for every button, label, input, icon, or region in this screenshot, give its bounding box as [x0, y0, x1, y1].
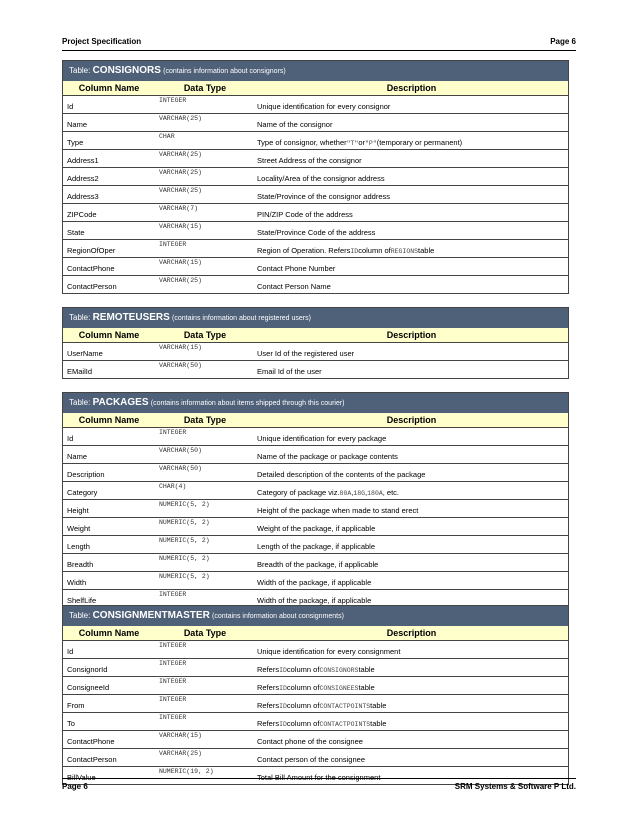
table-row: [63, 536, 568, 554]
data-type-cell: INTEGER: [159, 696, 187, 703]
table-name: PACKAGES: [92, 397, 149, 408]
description-cell: [255, 677, 568, 694]
header-data-type: Data Type: [183, 415, 227, 425]
table-row: [63, 554, 568, 572]
header-data-type: Data Type: [183, 330, 227, 340]
column-name-cell: Weight: [67, 524, 91, 533]
description-cell: [255, 114, 568, 131]
description-text: Region of Operation. Refers: [257, 246, 351, 255]
description-text: Refers: [257, 683, 280, 692]
table-row: [63, 186, 568, 204]
description-cell: [255, 446, 568, 463]
table-row: [63, 168, 568, 186]
table-name: CONSIGNORS: [92, 65, 161, 76]
data-type-cell: VARCHAR(15): [159, 732, 202, 739]
table-row: [63, 150, 568, 168]
description-text: , etc.: [382, 488, 400, 497]
data-type-cell: NUMERIC(5, 2): [159, 537, 210, 544]
description-text: Height of the package when made to stand erect: [257, 506, 419, 515]
column-name-cell: ConsigneeId: [67, 683, 110, 692]
header-column-name: Column Name: [78, 330, 140, 340]
spec-table-packages: [62, 392, 569, 608]
header-description: Description: [386, 83, 437, 93]
table-note: (contains information about consignors): [163, 68, 286, 75]
description-text: table: [358, 665, 375, 674]
table-row: [63, 204, 568, 222]
header-description: Description: [386, 415, 437, 425]
table-row: [63, 276, 568, 293]
data-type-cell: VARCHAR(25): [159, 750, 202, 757]
description-text: Unique identification for every consignor: [257, 102, 391, 111]
data-type-cell: INTEGER: [159, 429, 187, 436]
column-name-cell: Category: [67, 488, 98, 497]
description-text: ,: [351, 488, 354, 497]
description-text: State/Province Code of the address: [257, 228, 376, 237]
column-name-cell: ZIPCode: [67, 210, 97, 219]
table-title: [63, 606, 568, 626]
header-description: Description: [386, 330, 437, 340]
spec-table-remoteusers: [62, 307, 569, 379]
description-cell: [255, 96, 568, 113]
code-ref: ID: [279, 721, 287, 728]
table-row: [63, 240, 568, 258]
code-ref: ID: [279, 685, 287, 692]
spec-table-consignors: [62, 60, 569, 294]
description-text: Contact Person Name: [257, 282, 331, 291]
column-name-cell: Length: [67, 542, 90, 551]
description-cell: [255, 361, 568, 378]
code-ref: ID: [350, 248, 359, 255]
description-text: column of: [286, 683, 320, 692]
description-cell: [255, 572, 568, 589]
description-cell: [255, 749, 568, 766]
table-row: [63, 641, 568, 659]
column-name-cell: RegionOfOper: [67, 246, 116, 255]
description-cell: [255, 186, 568, 203]
table-row: [63, 222, 568, 240]
data-type-cell: NUMERIC(5, 2): [159, 555, 210, 562]
data-type-cell: VARCHAR(50): [159, 362, 202, 369]
code-ref: 18G: [353, 490, 366, 497]
data-type-cell: INTEGER: [159, 241, 187, 248]
column-name-cell: Name: [67, 452, 88, 461]
column-header-row: [63, 626, 568, 641]
table-note: (contains information about consignments): [212, 613, 344, 620]
table-row: [63, 518, 568, 536]
table-row: [63, 731, 568, 749]
description-cell: [255, 258, 568, 275]
page-footer: [62, 778, 576, 793]
table-row: [63, 695, 568, 713]
description-text: Email Id of the user: [257, 367, 322, 376]
description-text: Name of the package or package contents: [257, 452, 398, 461]
table-row: [63, 258, 568, 276]
page-number-bottom: Page 6: [62, 782, 88, 791]
table-prefix: Table:: [69, 66, 93, 75]
description-text: Type of consignor, whether: [257, 138, 347, 147]
data-type-cell: VARCHAR(25): [159, 115, 202, 122]
data-type-cell: VARCHAR(15): [159, 344, 202, 351]
description-cell: [255, 132, 568, 149]
description-cell: [255, 713, 568, 730]
description-text: column of: [286, 701, 320, 710]
description-text: column of: [286, 719, 320, 728]
column-name-cell: ShelfLife: [67, 596, 97, 605]
description-text: table: [418, 246, 435, 255]
table-row: [63, 96, 568, 114]
column-name-cell: Address2: [67, 174, 99, 183]
description-text: Unique identification for every package: [257, 434, 387, 443]
table-row: [63, 713, 568, 731]
column-name-cell: Height: [67, 506, 89, 515]
description-text: Total Bill Amount for the consignment: [257, 773, 381, 782]
description-cell: [255, 240, 568, 257]
data-type-cell: INTEGER: [159, 642, 187, 649]
table-note: (contains information about registered users): [172, 315, 311, 322]
description-text: Breadth of the package, if applicable: [257, 560, 379, 569]
column-header-row: [63, 81, 568, 96]
data-type-cell: INTEGER: [159, 678, 187, 685]
table-row: [63, 428, 568, 446]
column-name-cell: UserName: [67, 349, 103, 358]
description-text: Width of the package, if applicable: [257, 596, 372, 605]
description-text: State/Province of the consignor address: [257, 192, 390, 201]
description-text: Locality/Area of the consignor address: [257, 174, 385, 183]
description-text: column of: [358, 246, 391, 255]
data-type-cell: VARCHAR(50): [159, 447, 202, 454]
data-type-cell: CHAR(4): [159, 483, 187, 490]
header-column-name: Column Name: [78, 628, 140, 638]
description-text: Refers: [257, 701, 280, 710]
code-ref: "T": [346, 140, 359, 147]
code-ref: 80A: [339, 490, 352, 497]
table-row: [63, 572, 568, 590]
description-cell: [255, 428, 568, 445]
description-cell: [255, 554, 568, 571]
description-cell: [255, 168, 568, 185]
company-name: SRM Systems & Software P Ltd.: [454, 782, 576, 791]
description-text: column of: [286, 665, 320, 674]
table-row: [63, 343, 568, 361]
data-type-cell: VARCHAR(25): [159, 187, 202, 194]
column-name-cell: BillValue: [67, 773, 96, 782]
description-text: Unique identification for every consignment: [257, 647, 401, 656]
description-text: (temporary or permanent): [376, 138, 463, 147]
description-cell: [255, 641, 568, 658]
column-name-cell: To: [67, 719, 75, 728]
table-title: [63, 393, 568, 413]
table-row: [63, 114, 568, 132]
code-ref: ID: [279, 703, 287, 710]
description-text: User Id of the registered user: [257, 349, 355, 358]
data-type-cell: VARCHAR(15): [159, 259, 202, 266]
column-name-cell: Width: [67, 578, 87, 587]
header-description: Description: [386, 628, 437, 638]
description-text: ,: [365, 488, 368, 497]
data-type-cell: VARCHAR(50): [159, 465, 202, 472]
description-text: Refers: [257, 719, 280, 728]
column-name-cell: Id: [67, 434, 74, 443]
table-row: [63, 659, 568, 677]
description-text: table: [370, 719, 387, 728]
data-type-cell: NUMERIC(19, 2): [159, 768, 214, 775]
table-prefix: Table:: [69, 398, 93, 407]
spec-table-consignmentmaster: [62, 605, 569, 785]
data-type-cell: NUMERIC(5, 2): [159, 519, 210, 526]
column-name-cell: Id: [67, 647, 74, 656]
description-text: Name of the consignor: [257, 120, 333, 129]
column-header-row: [63, 328, 568, 343]
document-title: Project Specification: [62, 37, 142, 46]
column-name-cell: Type: [67, 138, 84, 147]
table-row: [63, 446, 568, 464]
description-text: Length of the package, if applicable: [257, 542, 376, 551]
table-title: [63, 308, 568, 328]
description-text: Detailed description of the contents of the package: [257, 470, 426, 479]
data-type-cell: INTEGER: [159, 714, 187, 721]
description-cell: [255, 276, 568, 293]
description-cell: [255, 204, 568, 221]
table-row: [63, 677, 568, 695]
data-type-cell: VARCHAR(25): [159, 151, 202, 158]
table-row: [63, 749, 568, 767]
code-ref: REGIONS: [390, 248, 419, 255]
description-text: Category of package viz.: [257, 488, 340, 497]
description-cell: [255, 464, 568, 481]
description-text: Width of the package, if applicable: [257, 578, 372, 587]
table-prefix: Table:: [69, 313, 93, 322]
column-name-cell: ConsignorId: [67, 665, 108, 674]
description-cell: [255, 536, 568, 553]
data-type-cell: INTEGER: [159, 660, 187, 667]
data-type-cell: INTEGER: [159, 97, 187, 104]
description-cell: [255, 659, 568, 676]
column-header-row: [63, 413, 568, 428]
description-text: Contact Phone Number: [257, 264, 336, 273]
description-text: Refers: [257, 665, 280, 674]
description-text: or: [358, 138, 366, 147]
description-text: PIN/ZIP Code of the address: [257, 210, 353, 219]
code-ref: CONTACTPOINTS: [319, 721, 371, 728]
header-data-type: Data Type: [183, 628, 227, 638]
data-type-cell: NUMERIC(5, 2): [159, 501, 210, 508]
column-name-cell: From: [67, 701, 85, 710]
table-prefix: Table:: [69, 611, 93, 620]
table-name: REMOTEUSERS: [92, 312, 170, 323]
table-title: [63, 61, 568, 81]
column-name-cell: ContactPhone: [67, 737, 115, 746]
description-text: Contact person of the consignee: [257, 755, 365, 764]
description-cell: [255, 500, 568, 517]
description-cell: [255, 518, 568, 535]
description-text: table: [370, 701, 387, 710]
data-type-cell: VARCHAR(25): [159, 277, 202, 284]
table-note: (contains information about items shipped through this courier): [150, 400, 345, 407]
column-name-cell: Id: [67, 102, 74, 111]
header-column-name: Column Name: [78, 83, 140, 93]
column-name-cell: EMailId: [67, 367, 93, 376]
description-cell: [255, 695, 568, 712]
description-text: table: [358, 683, 375, 692]
description-cell: [255, 482, 568, 499]
data-type-cell: CHAR: [159, 133, 175, 140]
table-row: [63, 482, 568, 500]
column-name-cell: State: [67, 228, 85, 237]
page-header: [62, 36, 576, 51]
column-name-cell: Address3: [67, 192, 99, 201]
data-type-cell: VARCHAR(15): [159, 223, 202, 230]
header-data-type: Data Type: [183, 83, 227, 93]
description-text: Street Address of the consignor: [257, 156, 362, 165]
page-number-top: Page 6: [550, 37, 576, 46]
code-ref: CONTACTPOINTS: [319, 703, 371, 710]
table-name: CONSIGNMENTMASTER: [92, 610, 210, 621]
table-row: [63, 361, 568, 378]
code-ref: CONSIGNORS: [319, 667, 359, 674]
code-ref: CONSIGNEES: [319, 685, 359, 692]
code-ref: "P": [365, 140, 377, 147]
description-text: Contact phone of the consignee: [257, 737, 363, 746]
description-cell: [255, 222, 568, 239]
data-type-cell: VARCHAR(25): [159, 169, 202, 176]
column-name-cell: Breadth: [67, 560, 94, 569]
column-name-cell: Name: [67, 120, 88, 129]
data-type-cell: NUMERIC(5, 2): [159, 573, 210, 580]
data-type-cell: INTEGER: [159, 591, 187, 598]
column-name-cell: Description: [67, 470, 105, 479]
description-text: Weight of the package, if applicable: [257, 524, 376, 533]
column-name-cell: ContactPerson: [67, 755, 117, 764]
column-name-cell: ContactPhone: [67, 264, 115, 273]
description-cell: [255, 343, 568, 360]
code-ref: ID: [279, 667, 287, 674]
code-ref: 180A: [367, 490, 383, 497]
table-row: [63, 464, 568, 482]
column-name-cell: ContactPerson: [67, 282, 117, 291]
description-cell: [255, 731, 568, 748]
description-cell: [255, 150, 568, 167]
header-column-name: Column Name: [78, 415, 140, 425]
column-name-cell: Address1: [67, 156, 99, 165]
data-type-cell: VARCHAR(7): [159, 205, 199, 212]
table-row: [63, 500, 568, 518]
table-row: [63, 132, 568, 150]
